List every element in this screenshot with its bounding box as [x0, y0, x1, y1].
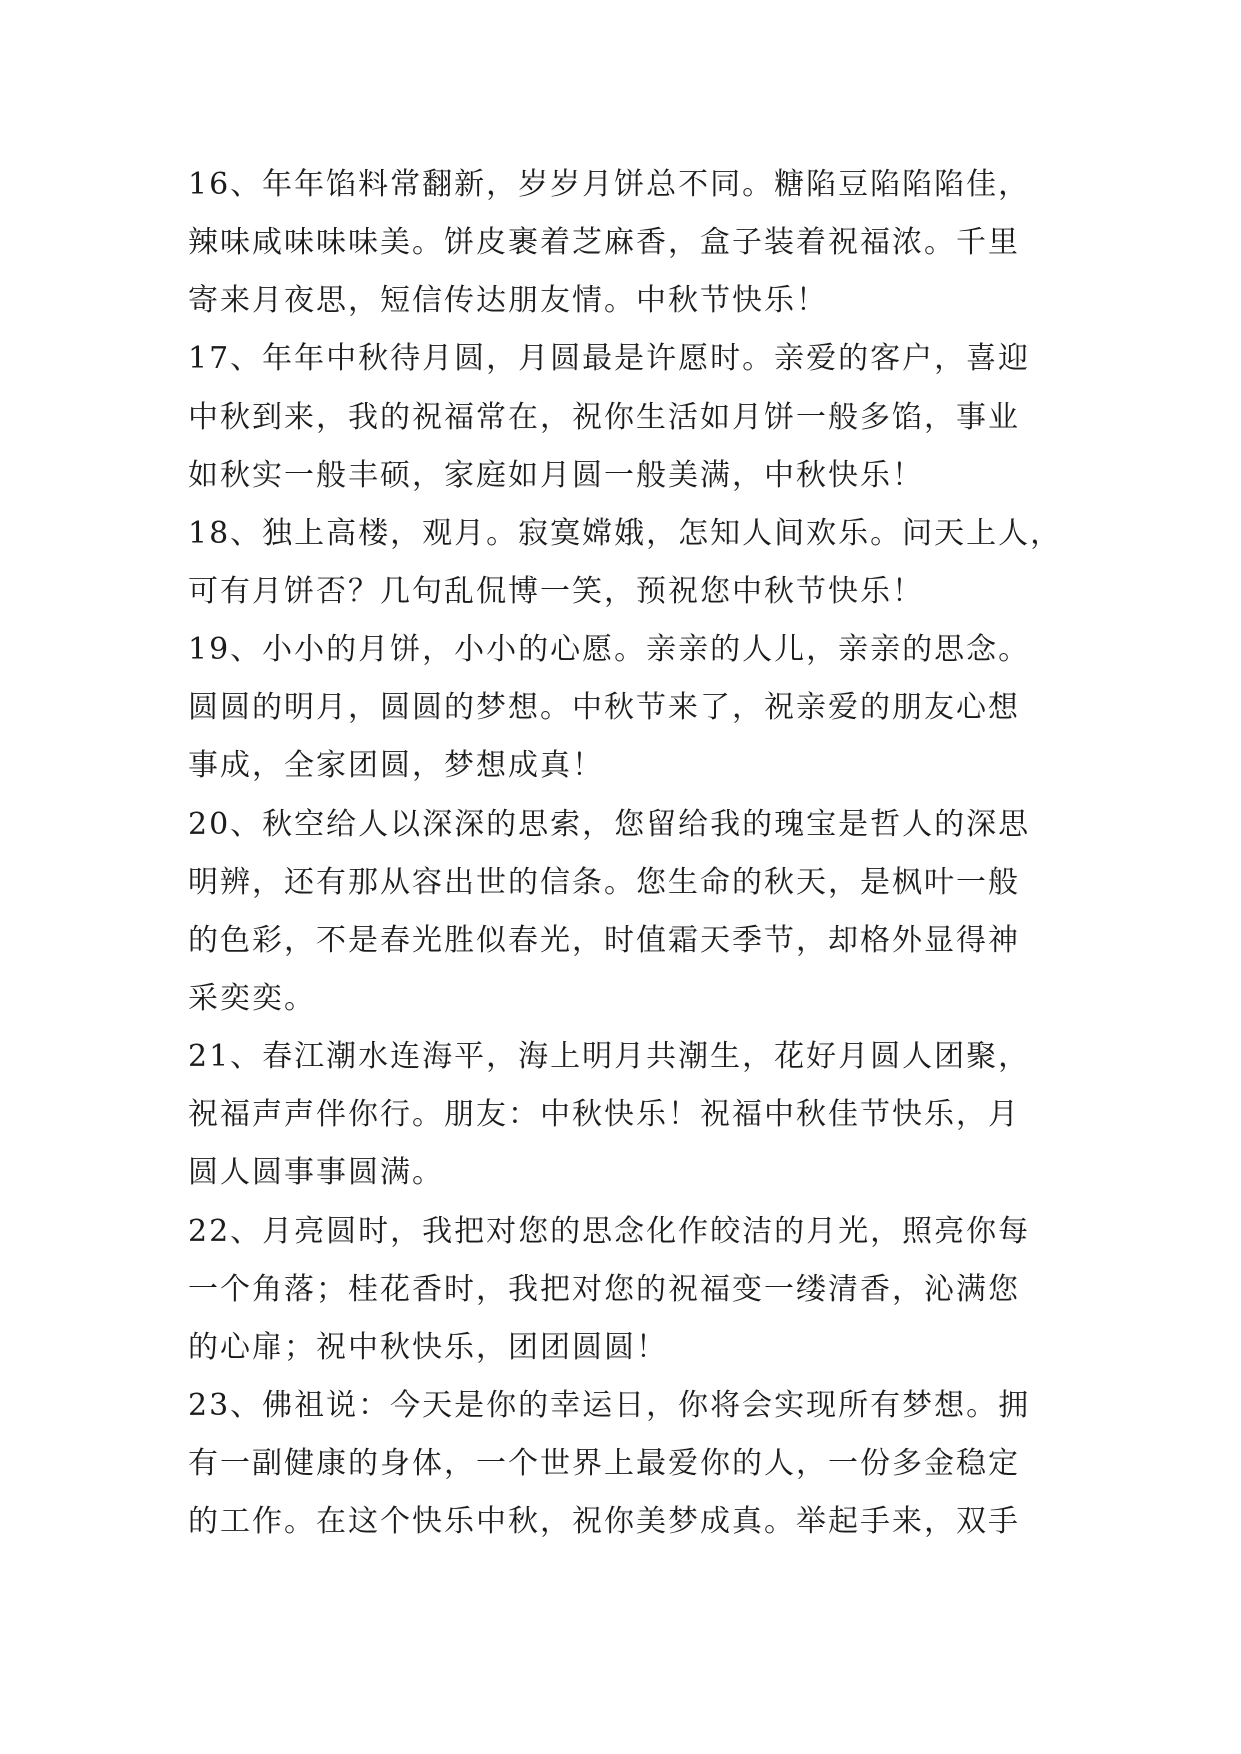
text-line: 19、小小的月饼，小小的心愿。亲亲的人儿，亲亲的思念。 — [188, 632, 1031, 668]
text-line: 采奕奕。 — [188, 980, 316, 1016]
text-line: 18、独上高楼，观月。寂寞嫦娥，怎知人间欢乐。问天上人， — [188, 515, 1063, 551]
text-line: 16、年年馅料常翻新，岁岁月饼总不同。糖陷豆陷陷陷佳， — [188, 167, 1031, 202]
text-line: 20、秋空给人以深深的思索，您留给我的瑰宝是哲人的深思 — [188, 806, 1031, 842]
text-line: 如秋实一般丰硕，家庭如月圆一般美满，中秋快乐！ — [188, 457, 924, 493]
text-line: 祝福声声伴你行。朋友：中秋快乐！祝福中秋佳节快乐，月 — [188, 1097, 1020, 1133]
text-line: 事成，全家团圆，梦想成真！ — [188, 748, 604, 784]
text-line: 明辨，还有那从容出世的信条。您生命的秋天，是枫叶一般 — [188, 864, 1020, 900]
text-line: 22、月亮圆时，我把对您的思念化作皎洁的月光，照亮你每 — [188, 1213, 1031, 1249]
text-line: 的色彩，不是春光胜似春光，时值霜天季节，却格外显得神 — [188, 922, 1020, 958]
text-line: 一个角落；桂花香时，我把对您的祝福变一缕清香，沁满您 — [188, 1271, 1020, 1307]
document-body — [188, 156, 1088, 1551]
text-line: 中秋到来，我的祝福常在，祝你生活如月饼一般多馅，事业 — [188, 399, 1020, 435]
text-line: 可有月饼否？几句乱侃博一笑，预祝您中秋节快乐！ — [188, 573, 924, 609]
text-line: 寄来月夜思，短信传达朋友情。中秋节快乐！ — [188, 283, 828, 319]
text-line: 23、佛祖说：今天是你的幸运日，你将会实现所有梦想。拥 — [188, 1387, 1031, 1423]
text-line: 有一副健康的身体，一个世界上最爱你的人，一份多金稳定 — [188, 1446, 1020, 1482]
text-line: 的心扉；祝中秋快乐，团团圆圆！ — [188, 1329, 668, 1365]
text-line: 的工作。在这个快乐中秋，祝你美梦成真。举起手来，双手 — [188, 1504, 1020, 1540]
text-line: 17、年年中秋待月圆，月圆最是许愿时。亲爱的客户，喜迎 — [188, 341, 1031, 377]
text-line: 21、春江潮水连海平，海上明月共潮生，花好月圆人团聚， — [188, 1039, 1031, 1075]
text-line: 圆圆的明月，圆圆的梦想。中秋节来了，祝亲爱的朋友心想 — [188, 690, 1020, 726]
text-line: 辣味咸味味味美。饼皮裹着芝麻香，盒子装着祝福浓。千里 — [188, 225, 1020, 261]
text-line: 圆人圆事事圆满。 — [188, 1155, 444, 1191]
